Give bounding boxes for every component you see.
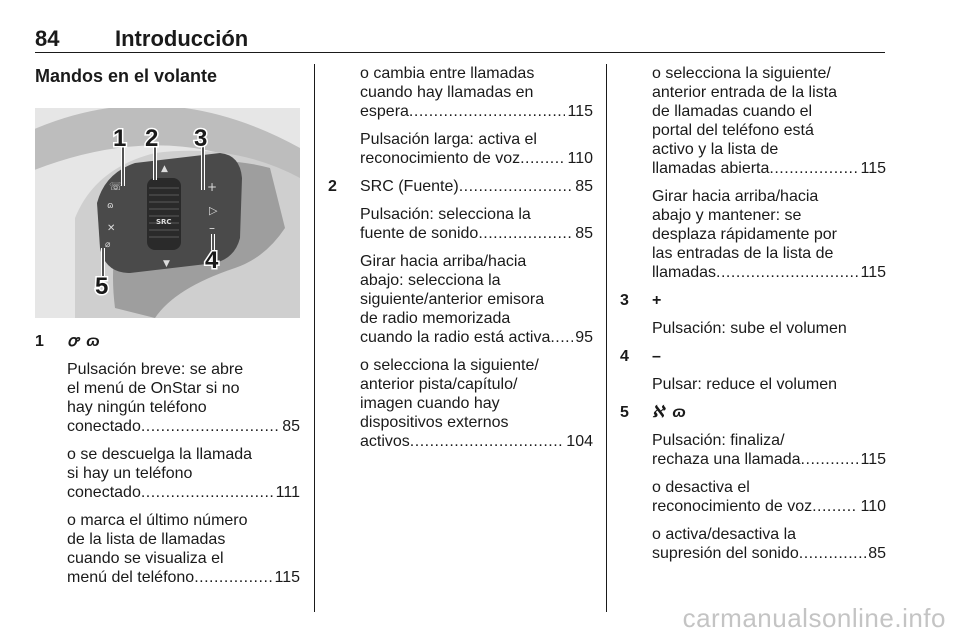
page-ref: 104 xyxy=(566,433,593,450)
page-ref: 115 xyxy=(860,451,886,468)
item-number: 4 xyxy=(620,348,629,365)
page-ref: 85 xyxy=(575,225,593,242)
paragraph xyxy=(360,356,593,451)
text-line: supresión del sonido xyxy=(652,545,799,562)
svg-text:▼: ▼ xyxy=(163,259,170,269)
text-line: fuente de sonido xyxy=(360,225,479,242)
chapter-title: Introducción xyxy=(115,26,249,51)
page-ref: 115 xyxy=(860,160,886,177)
text-line: llamadas xyxy=(652,264,717,281)
svg-text:⌀: ⌀ xyxy=(105,240,111,250)
text-line: rechaza una llamada xyxy=(652,451,801,468)
steering-wheel-controls-figure xyxy=(35,108,300,318)
column-2 xyxy=(328,64,593,451)
page-number: 84 xyxy=(35,26,60,51)
page-ref: 111 xyxy=(275,484,300,501)
text-line: conectado xyxy=(67,484,141,501)
svg-text:ɷ: ɷ xyxy=(107,201,114,211)
text-line: llamadas abierta xyxy=(652,160,770,177)
callout-3: 3 xyxy=(194,125,208,152)
toc-line xyxy=(67,417,300,436)
text-line: conectado xyxy=(67,418,141,435)
text-line: cuando la radio está activa xyxy=(360,329,551,346)
toc-line xyxy=(360,149,593,168)
hang-up-mute-icon: ℵ ɷ xyxy=(652,404,688,421)
plus-icon: + xyxy=(652,292,662,309)
text-line: reconocimiento de voz xyxy=(360,150,521,167)
callout-1: 1 xyxy=(113,125,127,152)
text-line: de la lista de llamadas xyxy=(67,531,226,548)
item-1 xyxy=(35,332,300,587)
page-ref: 85 xyxy=(868,545,886,562)
minus-icon: – xyxy=(652,348,661,365)
paragraph xyxy=(360,64,593,121)
text-line: Girar hacia arriba/hacia xyxy=(360,253,527,270)
column-divider xyxy=(314,64,315,612)
toc-line xyxy=(652,544,886,563)
text-line: SRC (Fuente) xyxy=(360,178,459,195)
paragraph xyxy=(67,360,300,436)
watermark: carmanualsonline.info xyxy=(682,603,946,633)
svg-text:–: – xyxy=(209,221,215,235)
column-3 xyxy=(620,64,886,563)
text-line: Pulsación breve: se abre xyxy=(67,361,244,378)
item-5 xyxy=(620,403,886,563)
page-ref: 115 xyxy=(860,264,886,281)
text-line: el menú de OnStar si no xyxy=(67,380,240,397)
text-line: imagen cuando hay xyxy=(360,395,500,412)
page-ref: 85 xyxy=(282,418,300,435)
text-line: Pulsación: sube el volumen xyxy=(652,320,847,337)
text-line: abajo: selecciona la xyxy=(360,272,501,289)
paragraph xyxy=(652,187,886,282)
paragraph xyxy=(652,64,886,178)
toc-line xyxy=(652,159,886,178)
text-line: cuando hay llamadas en xyxy=(360,84,534,101)
toc-line xyxy=(360,432,593,451)
svg-text:☏: ☏ xyxy=(109,180,123,193)
src-label: SRC xyxy=(156,218,172,226)
text-line: abajo y mantener: se xyxy=(652,207,802,224)
svg-text:▷: ▷ xyxy=(209,204,218,217)
item-3 xyxy=(620,291,886,338)
text-line: o selecciona la siguiente/ xyxy=(360,357,539,374)
toc-line xyxy=(360,102,593,121)
paragraph xyxy=(360,252,593,347)
svg-text:✕: ✕ xyxy=(107,223,116,234)
text-line: Pulsación larga: activa el xyxy=(360,131,537,148)
page-ref: 110 xyxy=(860,498,886,515)
text-line: o activa/desactiva la xyxy=(652,526,797,543)
steering-wheel-illustration xyxy=(35,108,300,318)
paragraph xyxy=(652,525,886,563)
text-line: o selecciona la siguiente/ xyxy=(652,65,831,82)
text-line: siguiente/anterior emisora xyxy=(360,291,545,308)
page-ref: 115 xyxy=(567,103,593,120)
text-line: Pulsar: reduce el volumen xyxy=(652,376,837,393)
paragraph xyxy=(652,431,886,469)
toc-line xyxy=(360,177,593,196)
item-number: 5 xyxy=(620,404,629,421)
callout-4: 4 xyxy=(205,247,219,274)
text-line: espera xyxy=(360,103,409,120)
toc-line xyxy=(652,497,886,516)
text-line: activos xyxy=(360,433,410,450)
phone-voice-icon: ꝍ ɷ xyxy=(67,333,102,350)
text-line: de llamadas cuando el xyxy=(652,103,813,120)
text-line: si hay un teléfono xyxy=(67,465,193,482)
section-title: Mandos en el volante xyxy=(35,66,218,86)
item-number: 1 xyxy=(35,333,44,350)
item-number: 2 xyxy=(328,178,337,195)
text-line: menú del teléfono xyxy=(67,569,195,586)
toc-line xyxy=(67,483,300,502)
callout-5: 5 xyxy=(95,273,109,300)
item-4 xyxy=(620,347,886,394)
page-ref: 95 xyxy=(575,329,593,346)
paragraph xyxy=(360,205,593,243)
text-line: hay ningún teléfono xyxy=(67,399,207,416)
page-ref: 115 xyxy=(274,569,300,586)
paragraph xyxy=(652,478,886,516)
paragraph xyxy=(360,130,593,168)
column-divider xyxy=(606,64,607,612)
toc-line xyxy=(360,328,593,347)
svg-text:+: + xyxy=(207,180,218,194)
text-line: reconocimiento de voz xyxy=(652,498,813,515)
paragraph xyxy=(67,445,300,502)
text-line: o desactiva el xyxy=(652,479,750,496)
toc-line xyxy=(360,224,593,243)
text-line: las entradas de la lista de xyxy=(652,245,834,262)
text-line: o se descuelga la llamada xyxy=(67,446,253,463)
toc-line xyxy=(652,263,886,282)
text-line: dispositivos externos xyxy=(360,414,509,431)
text-line: portal del teléfono está xyxy=(652,122,814,139)
item-number: 3 xyxy=(620,292,629,309)
item-2 xyxy=(328,177,593,451)
column-1 xyxy=(35,64,300,587)
item-1-continued xyxy=(328,64,593,168)
item-2-continued xyxy=(620,64,886,282)
text-line: anterior pista/capítulo/ xyxy=(360,376,518,393)
text-line: desplaza rápidamente por xyxy=(652,226,838,243)
toc-line xyxy=(67,568,300,587)
page-header xyxy=(35,26,885,53)
text-line: Pulsación: finaliza/ xyxy=(652,432,785,449)
toc-line xyxy=(652,450,886,469)
text-line: Pulsación: selecciona la xyxy=(360,206,531,223)
text-line: o marca el último número xyxy=(67,512,248,529)
text-line: activo y la lista de xyxy=(652,141,779,158)
svg-text:▲: ▲ xyxy=(161,164,168,174)
paragraph xyxy=(67,511,300,587)
page-ref: 85 xyxy=(575,178,593,195)
callout-2: 2 xyxy=(145,125,159,152)
text-line: cuando se visualiza el xyxy=(67,550,224,567)
page-ref: 110 xyxy=(567,150,593,167)
text-line: Girar hacia arriba/hacia xyxy=(652,188,819,205)
text-line: o cambia entre llamadas xyxy=(360,65,535,82)
text-line: anterior entrada de la lista xyxy=(652,84,837,101)
text-line: de radio memorizada xyxy=(360,310,511,327)
